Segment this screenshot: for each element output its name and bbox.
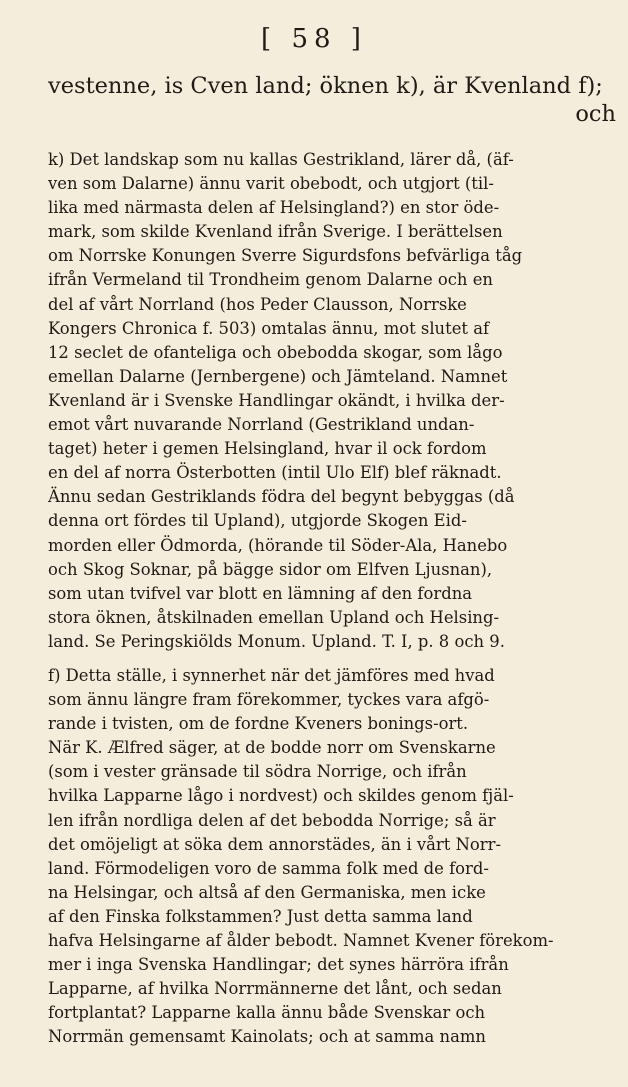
footnote-line: om Norrske Konungen Sverre Sigurdsfons befvärliga tåg [48,246,523,266]
footnote-line: af den Finska folkstammen? Just detta samma land [48,906,473,926]
footnote-line: land. Förmodeligen voro de samma folk med de ford- [48,858,489,878]
footnote-line: ven som Dalarne) ännu varit obebodt, och utgjort (til- [48,174,494,194]
footnote-line: hafva Helsingarne af ålder bebodt. Namnet Kvener förekom- [48,931,554,950]
footnote-line: Kongers Chronica f. 503) omtalas ännu, mot slutet af [48,318,490,338]
footnote-line: (som i vester gränsade til södra Norrige, och ifrån [48,762,467,782]
footnote-line: len ifrån nordliga delen af det bebodda Norrige; så är [48,810,496,830]
footnote-line: som utan tvifvel var blott en lämning af den fordna [48,583,473,603]
footnotes [48,148,612,1049]
footnote-line: mer i inga Svenska Handlingar; det synes härröra ifrån [48,955,509,975]
footnote-line: emellan Dalarne (Jernbergene) och Jämteland. Namnet [48,366,508,386]
footnote-line: hvilka Lapparne lågo i nordvest) och skildes genom fjäl- [48,786,514,806]
footnote-line: som ännu längre fram förekommer, tyckes vara afgö- [48,690,490,710]
footnote-line: rande i tvisten, om de fordne Kveners bonings-ort. [48,714,469,734]
footnote-line: Lapparne, af hvilka Norrmännerne det lånt, och sedan [48,979,502,999]
footnote-line: 12 seclet de ofanteliga och obebodda skogar, som lågo [48,342,503,362]
footnote-line: Ännu sedan Gestriklands födra del begynt bebyggas (då [48,487,515,507]
footnote-line: f) Detta ställe, i synnerhet när det jämföres med hvad [48,665,495,685]
catchword: och [575,101,616,127]
footnote-line: taget) heter i gemen Helsingland, hvar il ock fordom [48,439,487,459]
footnote-line: Kvenland är i Svenske Handlingar okändt, i hvilka der- [48,390,505,410]
main-text [48,72,616,128]
footnote-line: det omöjeligt at söka dem annorstädes, än i vårt Norr- [48,834,501,854]
footnote-line: k) Det landskap som nu kallas Gestrikland, lärer då, (äf- [48,150,514,169]
footnote-line: emot vårt nuvarande Norrland (Gestrikland undan- [48,415,475,435]
page-number: [ 58 ] [261,24,367,54]
footnote-line: land. Se Peringskiölds Monum. Upland. T. I, p. 8 och 9. [48,631,505,651]
footnote-line: lika med närmasta delen af Helsingland?) en stor öde- [48,198,500,218]
footnote-line: ifrån Vermeland til Trondheim genom Dalarne och en [48,270,493,290]
footnote-line: morden eller Ödmorda, (hörande til Söder-Ala, Hanebo [48,535,508,555]
footnote-line: och Skog Soknar, på bägge sidor om Elfven Ljusnan), [48,559,493,579]
footnote-line: denna ort fördes til Upland), utgjorde Skogen Eid- [48,511,467,531]
footnote-line: en del af norra Österbotten (intil Ulo Elf) blef räknadt. [48,463,502,483]
footnote-line: na Helsingar, och altså af den Germaniska, men icke [48,882,486,902]
footnote-line: mark, som skilde Kvenland ifrån Sverige. I berättelsen [48,222,503,242]
footnote-line: stora öknen, åtskilnaden emellan Upland och Helsing- [48,607,500,627]
footnote-line: När K. Ælfred säger, at de bodde norr om Svenskarne [48,738,496,758]
footnote-f [48,664,612,1050]
footnote-line: fortplantat? Lapparne kalla ännu både Svenskar och [48,1003,486,1023]
footnote-k [48,148,612,654]
footnote-line: del af vårt Norrland (hos Peder Clausson, Norrske [48,294,467,314]
footnote-line: Norrmän gemensamt Kainolats; och at samma namn [48,1027,486,1047]
main-text-line: vestenne, is Cven land; öknen k), är Kvenland f); [48,73,603,99]
